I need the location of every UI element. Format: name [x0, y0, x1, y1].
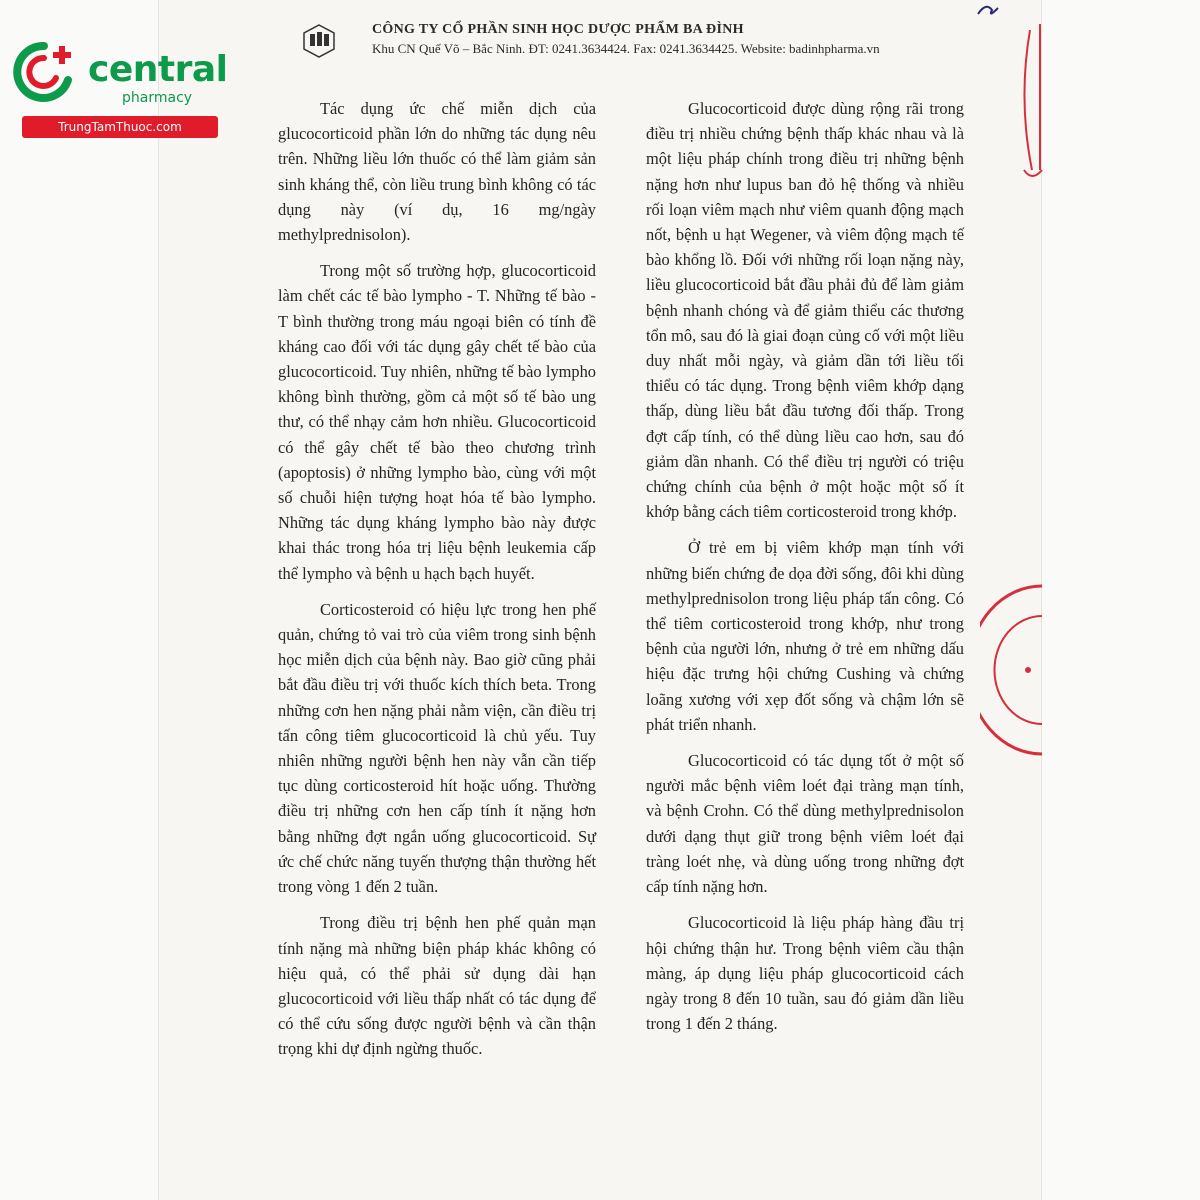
- company-logo-icon: [302, 24, 336, 58]
- paragraph: Corticosteroid có hiệu lực trong hen phế quản, chứng tỏ vai trò của viêm trong sinh bệnh học miễn dịch của bệnh này. Bao giờ cũng phải bắt đầu điều trị với thuốc kích thích beta. Trong những cơn hen nặng phải nằm viện, cần điều trị tấn công tiêm glucocorticoid là chủ yếu. Tuy nhiên những người bệnh hen này vẫn cần tiếp tục dùng corticosteroid hít hoặc uống. Thường điều trị những cơn hen cấp tính ít nặng hơn bằng những đợt ngắn uống glucocorticoid. Sự ức chế chức năng tuyến thượng thận thường hết trong vòng 1 đến 2 tuần.: [278, 599, 596, 897]
- paragraph: Glucocorticoid được dùng rộng rãi trong điều trị nhiều chứng bệnh thấp khác nhau và là một liệu pháp chính trong điều trị những bệnh nặng hơn như lupus ban đỏ hệ thống và nhiều rối loạn viêm mạch như viêm quanh động mạch nốt, bệnh u hạt Wegener, và viêm động mạch tế bào khổng lồ. Đối với những rối loạn nặng này, liều glucocorticoid bắt đầu phải đủ để làm giảm bệnh nhanh chóng và để giảm thiểu các thương tổn mô, sau đó là giai đoạn củng cố với một liều duy nhất mỗi ngày, và giảm dần tới liều tối thiểu có tác dụng. Trong bệnh viêm khớp dạng thấp, dùng liều bắt đầu tương đối thấp. Trong đợt cấp tính, có thể dùng liều cao hơn, sau đó giảm dần nhanh. Có thể điều trị người có triệu chứng chính của bệnh ở một hoặc một số ít khớp bằng cách tiêm corticosteroid trong khớp.: [646, 99, 964, 522]
- left-column: [278, 96, 596, 1073]
- company-address: Khu CN Quế Võ – Bắc Ninh. ĐT: 0241.3634424. Fax: 0241.3634425. Website: badinhpharma.vn: [372, 41, 880, 56]
- paragraph: Tác dụng ức chế miễn dịch của glucocorticoid phần lớn do những tác dụng nêu trên. Những liều lớn thuốc có thể làm giảm sản sinh kháng thể, còn liều trung bình không có tác dụng này (ví dụ, 16 mg/ngày methylprednisolon).: [278, 99, 596, 245]
- watermark-logo: [10, 40, 228, 140]
- watermark-brand: central: [88, 49, 228, 90]
- paragraph: Trong một số trường hợp, glucocorticoid làm chết các tế bào lympho - T. Những tế bào - T bình thường trong máu ngoại biên có tính đề kháng cao đối với tác dụng gây chết tế bào của glucocorticoid. Tuy nhiên, những tế bào lympho không bình thường, gồm cả một số tế bào ung thư, có thể nhạy cảm hơn nhiều. Glucocorticoid có thể gây chết tế bào theo chương trình (apoptosis) ở những lympho bào, cùng với một số chuỗi hiện tượng hoạt hóa tế bào lympho. Những tác dụng kháng lympho bào này được khai thác trong hóa trị liệu bệnh leukemia cấp thể lympho và bệnh u hạch bạch huyết.: [278, 261, 596, 583]
- stamp-middle-right-icon: [980, 580, 1042, 760]
- signature-mark-icon: [960, 0, 1000, 30]
- right-column: [646, 96, 964, 1047]
- company-name: CÔNG TY CỔ PHẦN SINH HỌC DƯỢC PHẨM BA ĐÌNH: [372, 22, 744, 37]
- paragraph: Glucocorticoid có tác dụng tốt ở một số người mắc bệnh viêm loét đại tràng mạn tính, và bệnh Crohn. Có thể dùng methylprednisolon dưới dạng thụt giữ trong bệnh viêm loét đại tràng loét nhẹ, và dùng uống trong những đợt cấp tính nặng hơn.: [646, 751, 964, 897]
- watermark-website: TrungTamThuoc.com: [22, 116, 218, 138]
- letterhead: [372, 22, 992, 57]
- paragraph: Trong điều trị bệnh hen phế quản mạn tính nặng mà những biện pháp khác không có hiệu quả, có thể phải sử dụng dài hạn glucocorticoid với liều thấp nhất có tác dụng để có thể cứu sống được người bệnh và cần thận trọng khi dự định ngừng thuốc.: [278, 913, 596, 1059]
- paragraph: Ở trẻ em bị viêm khớp mạn tính với những biến chứng đe dọa đời sống, đôi khi dùng methylprednisolon trong liệu pháp tấn công. Có thể tiêm corticosteroid trong khớp, như trong bệnh của người lớn, nhưng ở trẻ em những dấu hiệu đặc trưng hội chứng Cushing và chứng loãng xương với xẹp đốt sống và chậm lớn sẽ phát triển nhanh.: [646, 538, 964, 734]
- paragraph: Glucocorticoid là liệu pháp hàng đầu trị hội chứng thận hư. Trong bệnh viêm cầu thận màng, áp dụng liệu pháp glucocorticoid cách ngày trong 8 đến 10 tuần, sau đó giảm dần liều trong 1 đến 2 tháng.: [646, 913, 964, 1034]
- watermark-tagline: pharmacy: [122, 90, 193, 106]
- stamp-top-right-icon: [1010, 20, 1050, 180]
- central-pharmacy-logo-icon: [10, 40, 78, 104]
